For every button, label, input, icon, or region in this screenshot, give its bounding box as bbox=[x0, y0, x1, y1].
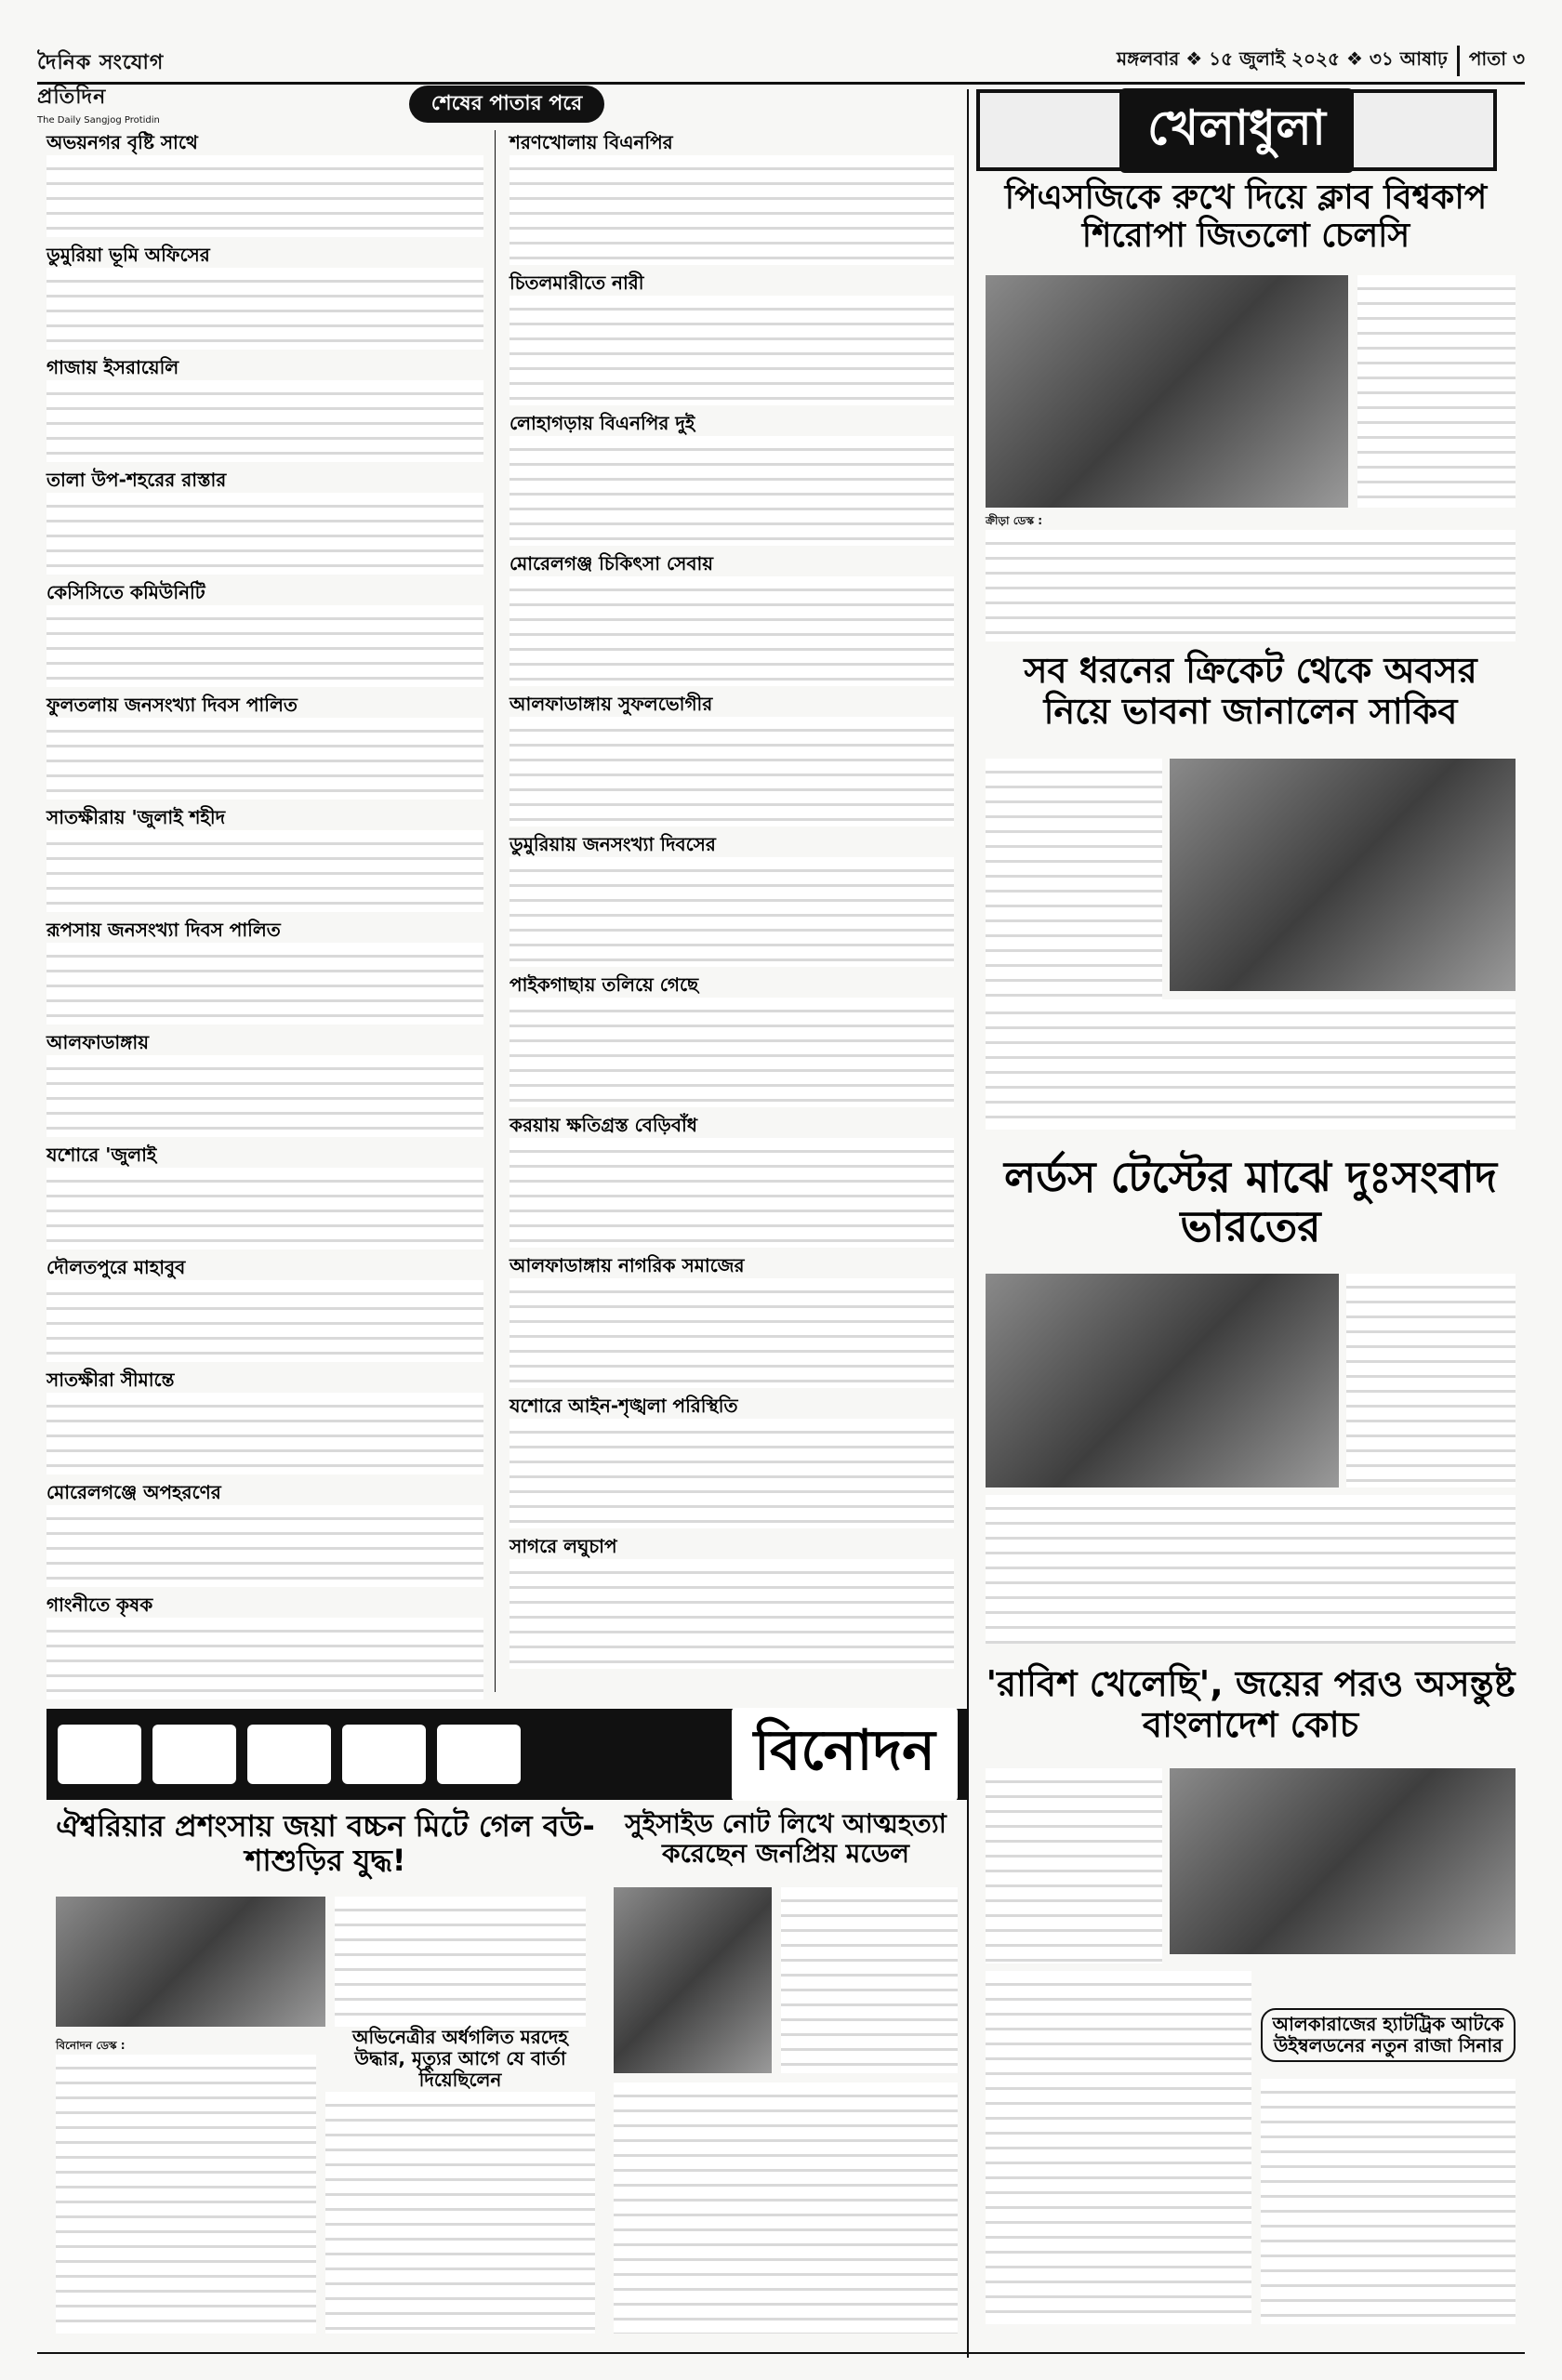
sports-story4-headline: 'রাবিশ খেলেছি', জয়ের পরও অসন্তুষ্ট বাংলাদেশ কোচ bbox=[986, 1663, 1516, 1745]
left-story-headline: দৌলতপুরে মাহাবুব bbox=[46, 1256, 186, 1278]
left-story-headline: গাংনীতে কৃষক bbox=[46, 1593, 153, 1616]
mid-story-headline: মোরেলগঞ্জ চিকিৎসা সেবায় bbox=[510, 552, 714, 575]
mid-story-body bbox=[510, 1419, 954, 1528]
ent-story1-body bbox=[335, 1897, 586, 2027]
lords-test-photo bbox=[986, 1274, 1339, 1488]
film-strip-frame bbox=[437, 1725, 521, 1784]
chelsea-trophy-photo bbox=[986, 275, 1348, 508]
mid-story-headline: শরণখোলায় বিএনপির bbox=[510, 131, 673, 153]
mid-story-headline: লোহাগড়ায় বিএনপির দুই bbox=[510, 412, 695, 434]
sports-story1-headline: পিএসজিকে রুখে দিয়ে ক্লাব বিশ্বকাপ শিরোপা জিতলো চেলসি bbox=[1004, 178, 1488, 256]
mid-story-headline: ডুমুরিয়ায় জনসংখ্যা দিবসের bbox=[510, 833, 716, 855]
date-line: মঙ্গলবার ❖ ১৫ জুলাই ২০২৫ ❖ ৩১ আষাঢ় bbox=[1117, 46, 1448, 70]
left-story-body bbox=[46, 1168, 483, 1250]
model-photo bbox=[614, 1887, 772, 2073]
film-strip-frame bbox=[342, 1725, 426, 1784]
logo-subtitle: The Daily Sangjog Protidin bbox=[37, 115, 160, 126]
entertainment-band bbox=[46, 1709, 967, 1800]
mid-story-body bbox=[510, 1138, 954, 1248]
sports-story3-body bbox=[1346, 1274, 1516, 1488]
sports-story2-body-2 bbox=[986, 999, 1516, 1130]
film-strip-frame bbox=[247, 1725, 331, 1784]
mid-story-headline: আলফাডাঙ্গায় নাগরিক সমাজের bbox=[510, 1254, 745, 1276]
mid-story-headline: পাইকগাছায় তলিয়ে গেছে bbox=[510, 973, 699, 996]
shakib-photo bbox=[1170, 759, 1516, 991]
left-story-body bbox=[46, 718, 483, 800]
left-story-headline: যশোরে 'জুলাই bbox=[46, 1144, 157, 1166]
sports-story3-headline: লর্ডস টেস্টের মাঝে দুঃসংবাদ ভারতের bbox=[1004, 1152, 1497, 1251]
mid-story-body bbox=[510, 296, 954, 405]
left-story-headline: কেসিসিতে কমিউনিটি bbox=[46, 581, 205, 603]
left-story-body bbox=[46, 830, 483, 912]
section-banner: শেষের পাতার পরে bbox=[409, 86, 604, 123]
left-story-headline: ফুলতলায় জনসংখ্যা দিবস পালিত bbox=[46, 694, 298, 716]
left-story-headline: ডুমুরিয়া ভূমি অফিসের bbox=[46, 244, 210, 266]
sports-story5-headline: আলকারাজের হ্যাটট্রিক আটকে উইম্বলডনের নতুন রাজা সিনার bbox=[1261, 2008, 1516, 2062]
left-story-body bbox=[46, 1055, 483, 1137]
sports-story4-body bbox=[986, 1768, 1162, 1964]
sports-story2-headline: সব ধরনের ক্রিকেট থেকে অবসর নিয়ে ভাবনা জানালেন সাকিব bbox=[1024, 650, 1477, 732]
sports-credit: ক্রীড়া ডেস্ক : bbox=[986, 514, 1043, 527]
left-story-headline: অভয়নগর বৃষ্টি সাথে bbox=[46, 131, 198, 153]
left-story-headline: আলফাডাঙ্গায় bbox=[46, 1031, 150, 1053]
left-story-headline: তালা উপ-শহরের রাস্তার bbox=[46, 469, 227, 491]
bangladesh-women-team-photo bbox=[1170, 1768, 1516, 1954]
page-number: পাতা ৩ bbox=[1457, 46, 1525, 76]
left-story-headline: সাতক্ষীরা সীমান্তে bbox=[46, 1368, 175, 1391]
ent-credit: বিনোদন ডেস্ক : bbox=[56, 2039, 126, 2052]
sports-story4-body-2 bbox=[986, 1971, 1251, 2324]
left-story-body bbox=[46, 1393, 483, 1474]
ent-story1-headline: ঐশ্বরিয়ার প্রশংসায় জয়া বচ্চন মিটে গেল বউ-শাশুড়ির যুদ্ধ! bbox=[56, 1808, 595, 1878]
entertainment-band-text: বিনোদন bbox=[732, 1708, 958, 1801]
film-strip-frame bbox=[152, 1725, 236, 1784]
left-story-body bbox=[46, 380, 483, 462]
ent-story2-headline: সুইসাইড নোট লিখে আত্মহত্যা করেছেন জনপ্রিয় মডেল bbox=[625, 1808, 946, 1870]
film-strip-frame bbox=[58, 1725, 141, 1784]
sports-story1-body bbox=[1357, 275, 1516, 508]
mid-story-body bbox=[510, 1559, 954, 1669]
sports-story3-body-2 bbox=[986, 1495, 1516, 1644]
logo-text: দৈনিক সংযোগ প্রতিদিন bbox=[37, 51, 165, 109]
sports-story5-body bbox=[1261, 2079, 1516, 2324]
left-story-body bbox=[46, 268, 483, 350]
left-story-headline: গাজায় ইসরায়েলি bbox=[46, 356, 179, 378]
mid-story-headline: করয়ায় ক্ষতিগ্রস্ত বেড়িবাঁধ bbox=[510, 1114, 697, 1136]
date-bar bbox=[958, 48, 1525, 73]
ent-story2-body-2 bbox=[614, 2082, 958, 2334]
sports-banner-text: খেলাধুলা bbox=[1119, 88, 1354, 173]
mid-story-body bbox=[510, 436, 954, 546]
left-column bbox=[46, 130, 483, 1692]
mid-story-body bbox=[510, 1278, 954, 1388]
left-story-body bbox=[46, 605, 483, 687]
mid-story-body bbox=[510, 857, 954, 967]
ent-story2-body bbox=[781, 1887, 958, 2073]
sports-banner bbox=[976, 89, 1497, 171]
column-divider bbox=[495, 130, 496, 1692]
sports-story1-body-2 bbox=[986, 530, 1516, 641]
ent-story3-body bbox=[325, 2092, 595, 2334]
bottom-rule bbox=[37, 2352, 1525, 2354]
left-story-headline: রূপসায় জনসংখ্যা দিবস পালিত bbox=[46, 919, 281, 941]
mid-story-headline: চিতলমারীতে নারী bbox=[510, 271, 644, 294]
mid-story-headline: আলফাডাঙ্গায় সুফলভোগীর bbox=[510, 693, 713, 715]
masthead-logo bbox=[37, 46, 186, 126]
left-story-body bbox=[46, 1280, 483, 1362]
top-rule bbox=[37, 82, 1525, 85]
mid-story-body bbox=[510, 576, 954, 686]
middle-column bbox=[510, 130, 954, 1692]
mid-story-headline: যশোরে আইন-শৃঙ্খলা পরিস্থিতি bbox=[510, 1395, 738, 1417]
left-story-body bbox=[46, 943, 483, 1025]
mid-story-body bbox=[510, 155, 954, 265]
left-story-body bbox=[46, 1618, 483, 1699]
mid-story-body bbox=[510, 998, 954, 1107]
mid-story-body bbox=[510, 717, 954, 826]
aishwarya-jaya-photo bbox=[56, 1897, 325, 2027]
left-story-headline: সাতক্ষীরায় 'জুলাই শহীদ bbox=[46, 806, 226, 828]
left-story-headline: মোরেলগঞ্জে অপহরণের bbox=[46, 1481, 221, 1503]
ent-story1-body-2 bbox=[56, 2055, 316, 2334]
left-story-body bbox=[46, 493, 483, 575]
mid-story-headline: সাগরে লঘুচাপ bbox=[510, 1535, 617, 1557]
left-story-body bbox=[46, 155, 483, 237]
ent-story3-headline: অভিনেত্রীর অর্ধগলিত মরদেহ উদ্ধার, মৃত্যুর আগে যে বার্তা দিয়েছিলেন bbox=[352, 2026, 568, 2091]
left-story-body bbox=[46, 1505, 483, 1587]
column-divider bbox=[967, 89, 969, 2358]
